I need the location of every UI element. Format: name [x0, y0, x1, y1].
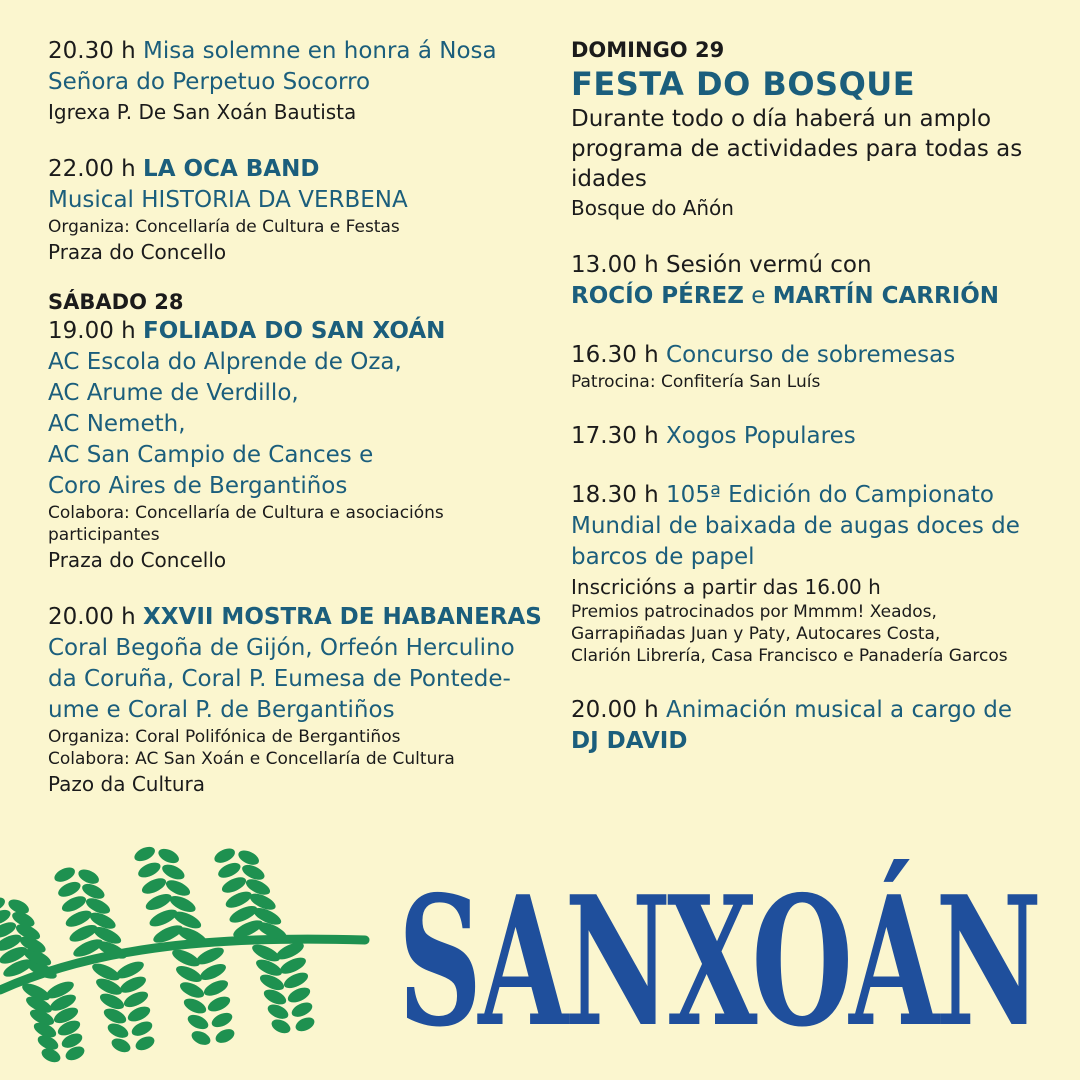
festa-title: FESTA DO BOSQUE — [571, 65, 916, 103]
group-line: AC San Campio de Cances e — [48, 442, 374, 468]
day-heading-sunday: DOMINGO 29 — [571, 38, 725, 62]
event-title: Animación musical a cargo de — [666, 697, 1012, 723]
event-time: 20.30 h — [48, 38, 136, 64]
event-concurso — [571, 340, 1051, 393]
event-title-cont: Mundial de baixada de augas doces de — [571, 513, 1020, 539]
event-title: XXVII MOSTRA DE HABANERAS — [143, 604, 542, 630]
artist-name: DJ DAVID — [571, 728, 688, 754]
left-column — [48, 36, 548, 798]
event-title: Misa solemne en honra á Nosa — [143, 38, 497, 64]
premios-line: Garrapiñadas Juan y Paty, Autocares Costa, — [571, 624, 941, 644]
event-title: 105ª Edición do Campionato — [666, 482, 994, 508]
fern-leaf-icon — [0, 840, 380, 1080]
festa-desc-line: programa de actividades para todas as — [571, 136, 1023, 162]
event-misa — [48, 36, 548, 126]
event-colabora-cont: participantes — [48, 525, 160, 545]
festa-place: Bosque do Añón — [571, 196, 734, 220]
sanxoan-logo — [388, 806, 1048, 1066]
choir-line: Coral Begoña de Gijón, Orfeón Herculino — [48, 635, 515, 661]
event-time: 18.30 h — [571, 482, 659, 508]
event-colabora: Colabora: AC San Xoán e Concellaría de Cultura — [48, 749, 455, 769]
premios-line: Clarión Librería, Casa Francisco e Panadería Garcos — [571, 646, 1008, 666]
artist-name: ROCÍO PÉREZ — [571, 283, 744, 309]
festa-desc-line: idades — [571, 166, 647, 192]
event-habaneras — [48, 602, 548, 798]
event-xogos — [571, 421, 1051, 452]
event-title: LA OCA BAND — [143, 156, 320, 182]
event-time: 16.30 h — [571, 342, 659, 368]
event-colabora: Colabora: Concellaría de Cultura e asociacións — [48, 503, 444, 523]
event-title: Concurso de sobremesas — [666, 342, 956, 368]
group-line: AC Escola do Alprende de Oza, — [48, 349, 402, 375]
event-place: Igrexa P. De San Xoán Bautista — [48, 100, 357, 124]
event-title-cont: Señora do Perpetuo Socorro — [48, 69, 371, 95]
premios-line: Premios patrocinados por Mmmm! Xeados, — [571, 602, 937, 622]
event-time: 19.00 h — [48, 318, 136, 344]
event-la-oca-band — [48, 154, 548, 266]
group-line: AC Nemeth, — [48, 411, 186, 437]
event-text: Sesión vermú con — [666, 252, 872, 278]
group-line: Coro Aires de Bergantiños — [48, 473, 348, 499]
event-place: Pazo da Cultura — [48, 772, 206, 796]
event-title: Xogos Populares — [666, 423, 856, 449]
event-title-cont: barcos de papel — [571, 544, 755, 570]
artist-name: MARTÍN CARRIÓN — [772, 283, 1000, 309]
event-inscricions: Inscricións a partir das 16.00 h — [571, 575, 881, 599]
choir-line: da Coruña, Coral P. Eumesa de Pontede- — [48, 666, 511, 692]
event-campionato — [571, 480, 1051, 667]
event-vermu — [571, 250, 1051, 312]
event-title: FOLIADA DO SAN XOÁN — [143, 318, 446, 344]
event-animacion — [571, 695, 1051, 757]
event-organiza: Organiza: Coral Polifónica de Bergantiños — [48, 727, 401, 747]
festa-desc-line: Durante todo o día haberá un amplo — [571, 106, 992, 132]
conjunction: e — [751, 283, 766, 309]
choir-line: ume e Coral P. de Bergantiños — [48, 697, 395, 723]
event-place: Praza do Concello — [48, 548, 227, 572]
event-time: 13.00 h — [571, 252, 659, 278]
event-foliada — [48, 316, 548, 574]
event-time: 20.00 h — [571, 697, 659, 723]
group-line: AC Arume de Verdillo, — [48, 380, 299, 406]
right-column — [571, 36, 1051, 757]
event-subtitle: Musical HISTORIA DA VERBENA — [48, 187, 408, 213]
event-time: 17.30 h — [571, 423, 659, 449]
day-heading-saturday: SÁBADO 28 — [48, 290, 184, 314]
event-time: 20.00 h — [48, 604, 136, 630]
event-organiza: Organiza: Concellaría de Cultura e Festas — [48, 217, 400, 237]
event-sponsor: Patrocina: Confitería San Luís — [571, 372, 821, 392]
event-place: Praza do Concello — [48, 240, 227, 264]
svg-text:SANXOÁN: SANXOÁN — [398, 857, 1038, 1066]
event-time: 22.00 h — [48, 156, 136, 182]
